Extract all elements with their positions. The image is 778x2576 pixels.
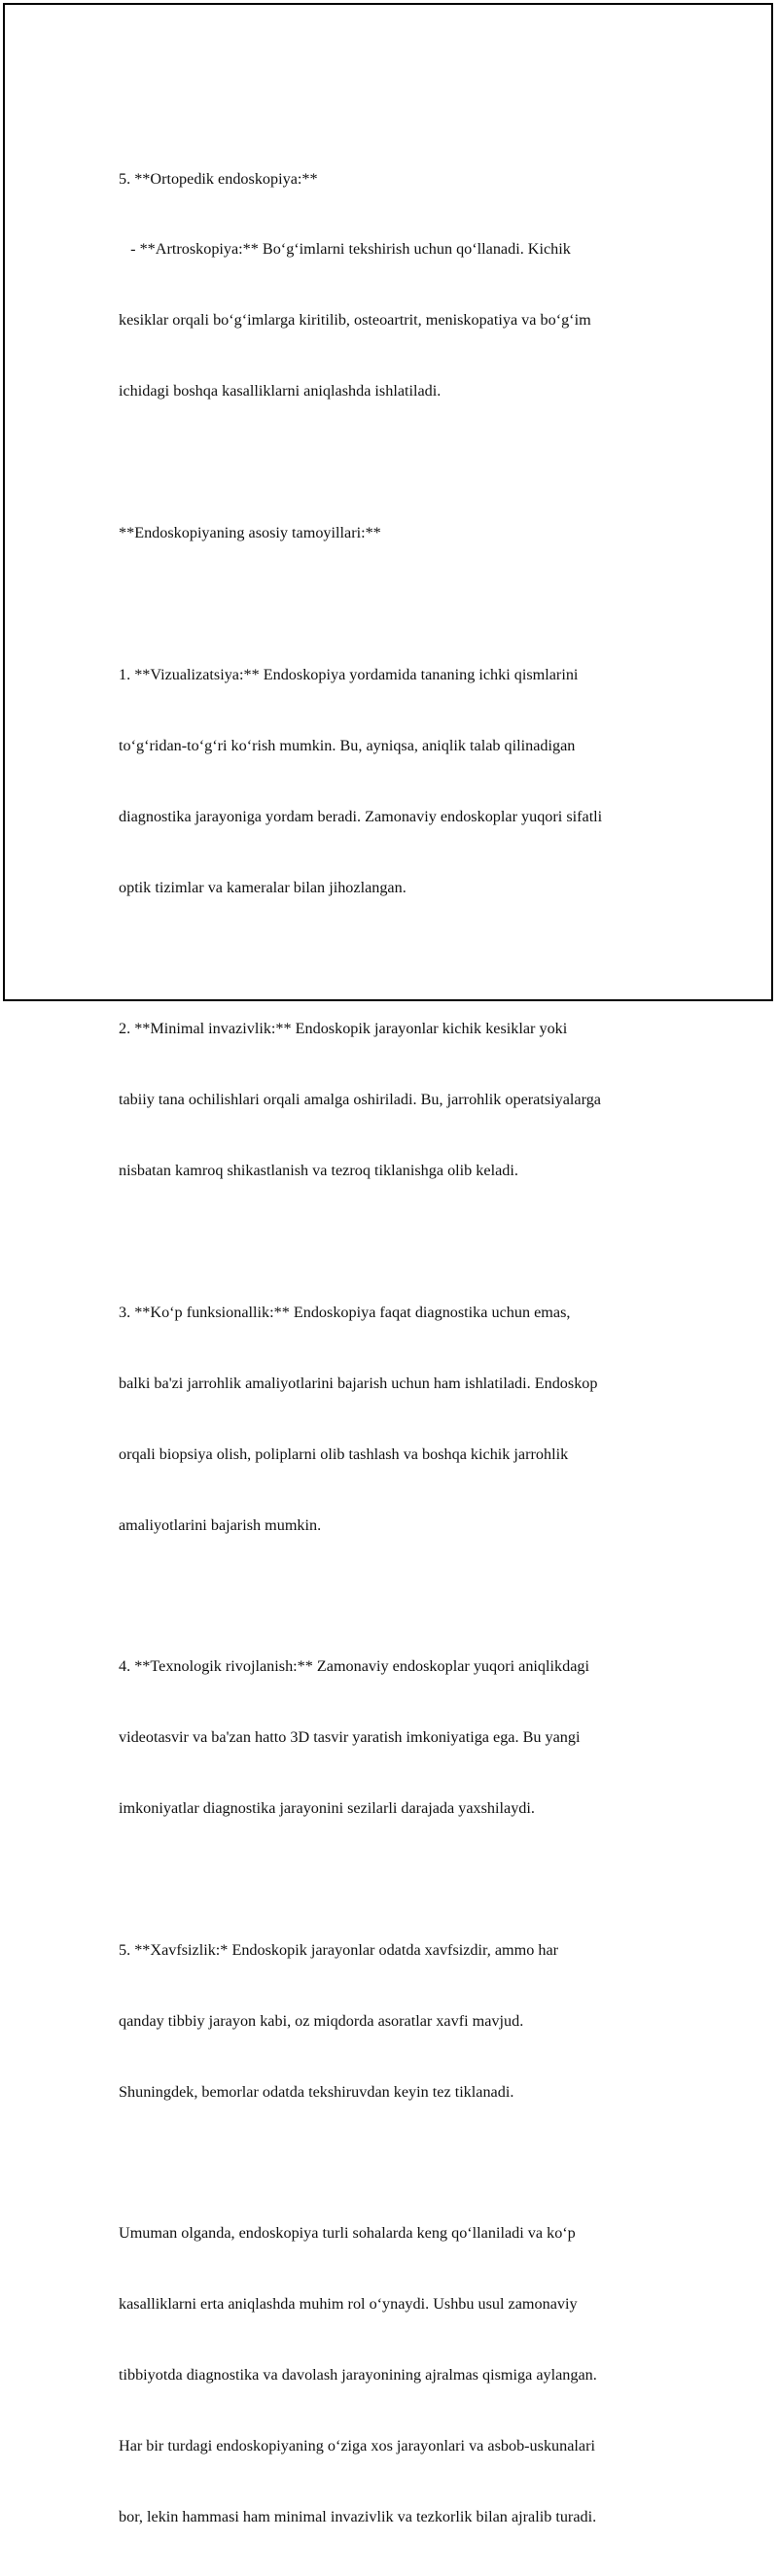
text-line: 4. **Texnologik rivojlanish:** Zamonaviy endoskoplar yuqori aniqlikdagi	[119, 1657, 589, 1676]
text-line: nisbatan kamroq shikastlanish va tezroq tiklanishga olib keladi.	[119, 1162, 518, 1180]
text-line: 5. **Ortopedik endoskopiya:**	[119, 169, 318, 188]
text-line: Shuningdek, bemorlar odatda tekshiruvdan keyin tez tiklanadi.	[119, 2082, 514, 2101]
paragraph-gap	[119, 2151, 702, 2175]
text-line: ichidagi boshqa kasalliklarni aniqlashda ishlatiladi.	[119, 382, 442, 400]
text-line: videotasvir va ba'zan hatto 3D tasvir yaratish imkoniyatiga ega. Bu yangi	[119, 1728, 581, 1747]
text-line: amaliyotlarini bajarish mumkin.	[119, 1515, 322, 1534]
paragraph-gap	[119, 450, 702, 473]
text-line: optik tizimlar va kameralar bilan jihozlangan.	[119, 878, 407, 896]
text-line: Har bir turdagi endoskopiyaning oʻziga xos jarayonlari va asbob-uskunalari	[119, 2437, 595, 2455]
paragraph-minimal-invazivlik	[119, 970, 702, 1230]
text-line: imkoniyatlar diagnostika jarayonini sezilarli darajada yaxshilaydi.	[119, 1799, 535, 1818]
text-line: 5. **Xavfsizlik:* Endoskopik jarayonlar odatda xavfsizdir, ammo har	[119, 1940, 559, 1959]
text-line: 2. **Minimal invazivlik:** Endoskopik jarayonlar kichik kesiklar yoki	[119, 1020, 568, 1038]
text-line: tabiiy tana ochilishlari orqali amalga oshiriladi. Bu, jarrohlik operatsiyalarga	[119, 1091, 601, 1109]
paragraph-gap	[119, 1584, 702, 1607]
text-line: diagnostika jarayoniga yordam beradi. Zamonaviy endoskoplar yuqori sifatli	[119, 807, 603, 825]
paragraph-gap	[119, 1230, 702, 1253]
text-line: toʻgʻridan-toʻgʻri koʻrish mumkin. Bu, ayniqsa, aniqlik talab qilinadigan	[119, 736, 576, 754]
paragraph-xavfsizlik	[119, 1891, 702, 2150]
text-line: kesiklar orqali boʻgʻimlarga kiritilib, osteoartrit, meniskopatiya va boʻgʻim	[119, 311, 591, 330]
paragraph-texnologik-rivojlanish	[119, 1608, 702, 1867]
paragraph-gap	[119, 592, 702, 615]
paragraph-vizualizatsiya	[119, 615, 702, 946]
text-line: balki ba'zi jarrohlik amaliyotlarini bajarish uchun ham ishlatiladi. Endoskop	[119, 1374, 598, 1392]
page-frame	[3, 3, 773, 2525]
text-line: 1. **Vizualizatsiya:** Endoskopiya yordamida tananing ichki qismlarini	[119, 665, 579, 683]
text-line: - **Artroskopiya:** Boʻgʻimlarni tekshirish uchun qoʻllanadi. Kichik	[119, 240, 571, 259]
document-body	[119, 120, 702, 2576]
section-heading-tamoyillar	[119, 473, 702, 591]
paragraph-ortopedik-endoskopiya	[119, 120, 702, 450]
text-line: **Endoskopiyaning asosiy tamoyillari:**	[119, 524, 381, 542]
text-line: 3. **Koʻp funksionallik:** Endoskopiya faqat diagnostika uchun emas,	[119, 1303, 571, 1321]
text-line: tibbiyotda diagnostika va davolash jarayonining ajralmas qismiga aylangan.	[119, 2366, 597, 2385]
text-line: orqali biopsiya olish, poliplarni olib tashlash va boshqa kichik jarrohlik	[119, 1445, 569, 1463]
paragraph-xulosa	[119, 2175, 702, 2576]
text-line: bor, lekin hammasi ham minimal invazivlik va tezkorlik bilan ajralib turadi.	[119, 2507, 597, 2525]
paragraph-gap	[119, 946, 702, 969]
text-line: kasalliklarni erta aniqlashda muhim rol oʻynaydi. Ushbu usul zamonaviy	[119, 2295, 578, 2314]
text-line: qanday tibbiy jarayon kabi, oz miqdorda asoratlar xavfi mavjud.	[119, 2011, 524, 2030]
paragraph-gap	[119, 1867, 702, 1891]
text-line: Umuman olganda, endoskopiya turli sohalarda keng qoʻllaniladi va koʻp	[119, 2224, 576, 2243]
paragraph-kop-funksionallik	[119, 1253, 702, 1584]
